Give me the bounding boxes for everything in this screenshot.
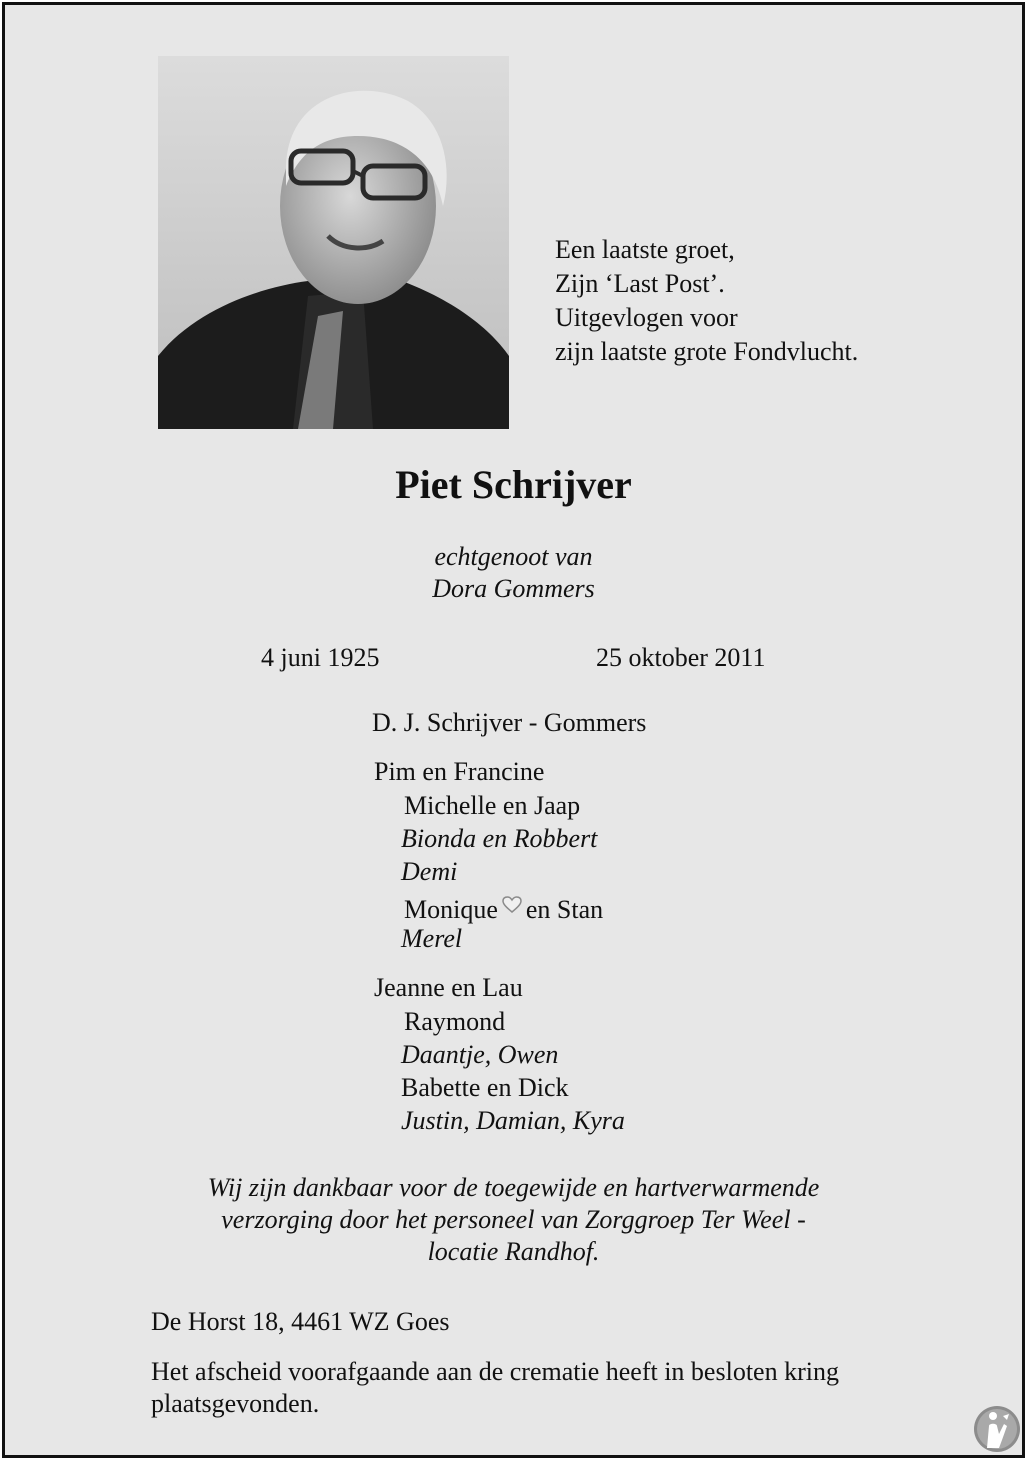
relation-label: echtgenoot van	[434, 542, 593, 571]
spouse-block	[5, 541, 1022, 605]
family-parents: Pim en Francine	[374, 757, 545, 786]
thanks-line: verzorging door het personeel van Zorggroep Ter Weel -	[221, 1205, 806, 1234]
portrait-illustration	[158, 56, 509, 429]
thanks-message	[5, 1172, 1022, 1268]
heart-icon	[502, 891, 522, 921]
family-parents: Jeanne en Lau	[374, 973, 523, 1002]
obituary-card	[2, 2, 1025, 1458]
address: De Horst 18, 4461 WZ Goes	[151, 1307, 450, 1336]
family-child-name: Monique	[404, 895, 498, 924]
poem-line: zijn laatste grote Fondvlucht.	[555, 337, 859, 366]
poem-line: Zijn ‘Last Post’.	[555, 269, 725, 298]
family-child: Babette en Dick	[401, 1073, 569, 1102]
widow-name: D. J. Schrijver - Gommers	[372, 708, 647, 737]
deceased-name: Piet Schrijver	[395, 462, 632, 507]
family-child-rest: en Stan	[525, 895, 604, 924]
spouse-name: Dora Gommers	[432, 574, 595, 603]
family-grandchildren: Bionda en Robbert	[401, 824, 598, 853]
memorial-logo-icon	[973, 1404, 1021, 1454]
family-child	[404, 891, 603, 925]
family-grandchildren: Justin, Damian, Kyra	[401, 1106, 625, 1135]
death-date: 25 oktober 2011	[596, 643, 766, 672]
ceremony-notice: Het afscheid voorafgaande aan de crematie heeft in besloten kring plaatsgevonden.	[151, 1357, 839, 1418]
family-child: Michelle en Jaap	[404, 791, 581, 820]
family-grandchildren: Demi	[401, 857, 458, 886]
portrait-photo	[158, 56, 509, 429]
poem-line: Een laatste groet,	[555, 235, 735, 264]
family-child: Raymond	[404, 1007, 506, 1036]
family-grandchildren: Merel	[401, 924, 463, 953]
poem	[555, 233, 858, 369]
thanks-line: Wij zijn dankbaar voor de toegewijde en hartverwarmende	[207, 1173, 820, 1202]
family-grandchildren: Daantje, Owen	[401, 1040, 559, 1069]
birth-date: 4 juni 1925	[261, 643, 380, 672]
thanks-line: locatie Randhof.	[427, 1237, 600, 1266]
poem-line: Uitgevlogen voor	[555, 303, 738, 332]
